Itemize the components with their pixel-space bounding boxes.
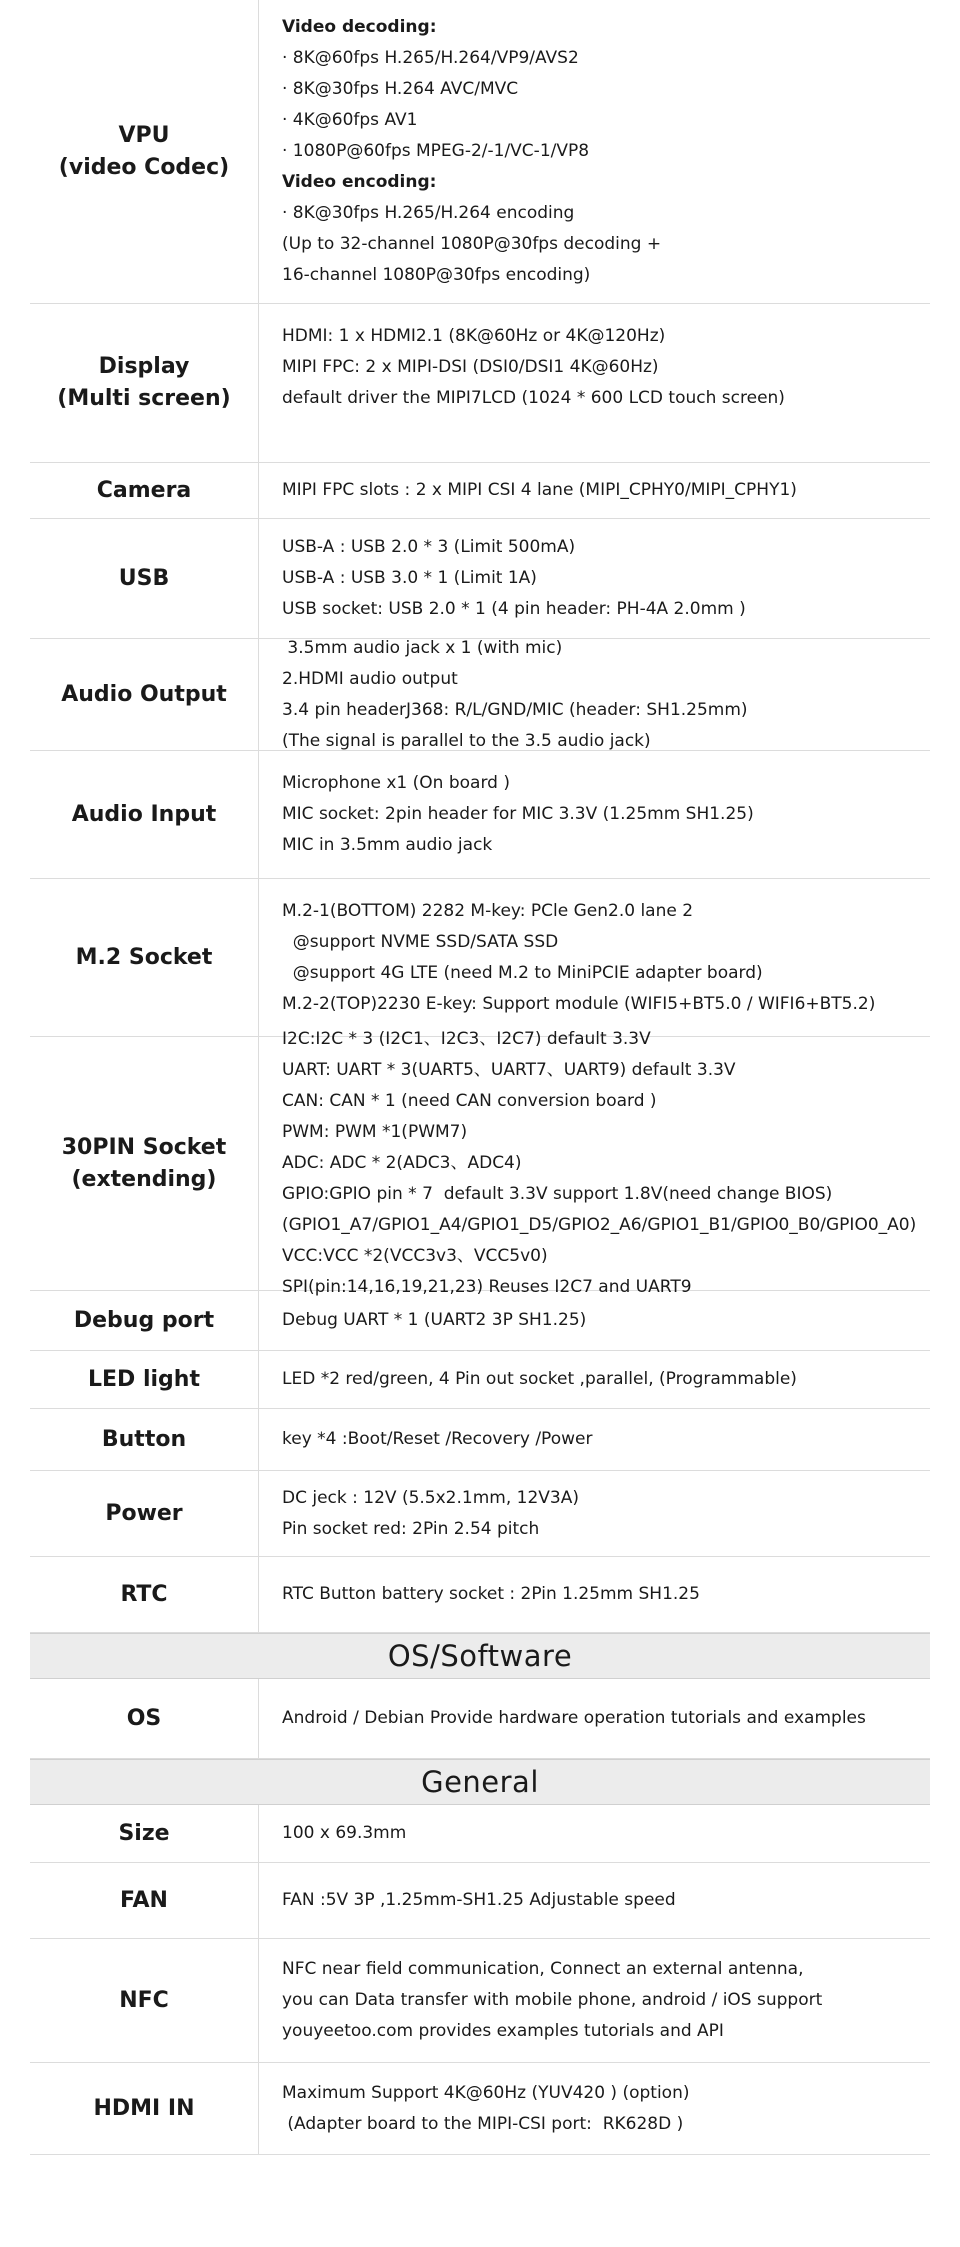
spec-value xyxy=(259,1805,930,1862)
spec-label: FAN xyxy=(0,1863,259,1938)
spec-value-line xyxy=(282,414,930,445)
spec-value-line: Pin socket red: 2Pin 2.54 pitch xyxy=(282,1518,540,1539)
spec-value-line: Maximum Support 4K@60Hz (YUV420 ) (option) xyxy=(282,2082,690,2103)
spec-label: VPU (video Codec) xyxy=(0,0,259,303)
spec-value xyxy=(259,1679,930,1758)
spec-value xyxy=(259,1029,930,1297)
spec-row xyxy=(30,2063,930,2155)
spec-value-line: youyeetoo.com provides examples tutorials and API xyxy=(282,2021,724,2041)
spec-value-line: USB socket: USB 2.0 * 1 (4 pin header: PH-4A 2.0mm ) xyxy=(282,599,746,619)
spec-value-line: UART: UART * 3(UART5、UART7、UART9) default 3.3V xyxy=(282,1060,736,1080)
os-spec-group xyxy=(0,1679,960,1759)
spec-value-line: GPIO:GPIO pin * 7 default 3.3V support 1.8V(need change BIOS) xyxy=(282,1184,833,1204)
spec-value xyxy=(259,1939,930,2062)
spec-value-line: · 8K@60fps H.265/H.264/VP9/AVS2 xyxy=(282,48,579,68)
spec-value-line: Microphone x1 (On board ) xyxy=(282,773,510,793)
spec-value xyxy=(259,1471,930,1556)
spec-value xyxy=(259,0,930,303)
spec-label: LED light xyxy=(0,1351,259,1408)
spec-value-line: 16-channel 1080P@30fps encoding) xyxy=(282,265,591,285)
spec-row xyxy=(30,639,930,751)
spec-label: USB xyxy=(0,519,259,638)
spec-row xyxy=(30,1805,930,1863)
spec-value-line: 2.HDMI audio output xyxy=(282,668,458,689)
spec-value-line: you can Data transfer with mobile phone, android / iOS support xyxy=(282,1990,823,2010)
spec-value-line: FAN :5V 3P ,1.25mm-SH1.25 Adjustable speed xyxy=(282,1890,676,1910)
spec-value-line: key *4 :Boot/Reset /Recovery /Power xyxy=(282,1429,593,1449)
spec-row xyxy=(30,1679,930,1759)
spec-value-line: · 8K@30fps H.264 AVC/MVC xyxy=(282,79,519,99)
spec-value-line: · 8K@30fps H.265/H.264 encoding xyxy=(282,203,575,223)
spec-label: RTC xyxy=(0,1557,259,1632)
spec-label: Button xyxy=(0,1409,259,1470)
spec-row xyxy=(30,463,930,519)
spec-value-line: RTC Button battery socket : 2Pin 1.25mm SH1.25 xyxy=(282,1584,700,1604)
spec-label: HDMI IN xyxy=(0,2063,259,2154)
spec-value-line: default driver the MIPI7LCD (1024 * 600 LCD touch screen) xyxy=(282,388,785,408)
spec-value xyxy=(259,639,930,750)
spec-value-line: (Adapter board to the MIPI-CSI port: RK628D ) xyxy=(282,2113,684,2134)
spec-value xyxy=(259,463,930,518)
spec-value-line: (Up to 32-channel 1080P@30fps decoding + xyxy=(282,234,662,254)
spec-value-line: PWM: PWM *1(PWM7) xyxy=(282,1122,468,1142)
spec-row xyxy=(30,1863,930,1939)
spec-row xyxy=(30,519,930,639)
spec-value xyxy=(259,751,930,878)
spec-value-line: Video decoding: xyxy=(282,17,437,37)
spec-value-line: MIPI FPC slots : 2 x MIPI CSI 4 lane (MIPI_CPHY0/MIPI_CPHY1) xyxy=(282,480,797,500)
spec-value-line: · 1080P@60fps MPEG-2/-1/VC-1/VP8 xyxy=(282,141,590,161)
spec-value xyxy=(259,1557,930,1632)
spec-row xyxy=(30,1291,930,1351)
spec-label: Power xyxy=(0,1471,259,1556)
spec-value xyxy=(259,879,930,1036)
spec-value-line: · 4K@60fps AV1 xyxy=(282,110,418,130)
spec-value xyxy=(259,519,930,638)
spec-value xyxy=(259,1409,930,1470)
spec-value-line: MIC in 3.5mm audio jack xyxy=(282,835,493,855)
spec-value xyxy=(259,1291,930,1350)
spec-row xyxy=(30,1471,930,1557)
spec-value-line: 3.5mm audio jack x 1 (with mic) xyxy=(282,637,563,658)
spec-value xyxy=(259,2063,930,2154)
spec-value-line: HDMI: 1 x HDMI2.1 (8K@60Hz or 4K@120Hz) xyxy=(282,326,666,346)
general-spec-group xyxy=(0,1805,960,2155)
spec-value-line: ADC: ADC * 2(ADC3、ADC4) xyxy=(282,1153,522,1173)
spec-value-line: @support 4G LTE (need M.2 to MiniPCIE adapter board) xyxy=(282,962,763,983)
spec-value-line: Android / Debian Provide hardware operation tutorials and examples xyxy=(282,1708,866,1728)
spec-value-line: LED *2 red/green, 4 Pin out socket ,parallel, (Programmable) xyxy=(282,1369,797,1389)
spec-label: Audio Output xyxy=(0,639,259,750)
spec-row xyxy=(30,304,930,463)
spec-label: Size xyxy=(0,1805,259,1862)
spec-value-line: USB-A : USB 3.0 * 1 (Limit 1A) xyxy=(282,568,537,588)
spec-value-line: I2C:I2C * 3 (I2C1、I2C3、I2C7) default 3.3V xyxy=(282,1029,651,1049)
spec-value-line: @support NVME SSD/SATA SSD xyxy=(282,931,559,952)
spec-value-line: M.2-2(TOP)2230 E-key: Support module (WIFI5+BT5.0 / WIFI6+BT5.2) xyxy=(282,993,876,1014)
spec-value-line: DC jeck : 12V (5.5x2.1mm, 12V3A) xyxy=(282,1487,579,1508)
spec-label: Audio Input xyxy=(0,751,259,878)
spec-row xyxy=(30,1409,930,1471)
section-header-os: OS/Software xyxy=(30,1633,930,1679)
spec-row xyxy=(30,0,930,304)
spec-value xyxy=(259,1863,930,1938)
spec-row xyxy=(30,1029,930,1297)
spec-row xyxy=(30,751,930,879)
spec-row xyxy=(30,1351,930,1409)
spec-label: 30PIN Socket (extending) xyxy=(0,1037,259,1290)
spec-value-line: SPI(pin:14,16,19,21,23) Reuses I2C7 and UART9 xyxy=(282,1277,692,1297)
spec-label: Debug port xyxy=(0,1291,259,1350)
spec-value-line: CAN: CAN * 1 (need CAN conversion board ) xyxy=(282,1091,657,1111)
spec-value-line: Debug UART * 1 (UART2 3P SH1.25) xyxy=(282,1310,587,1330)
spec-label: NFC xyxy=(0,1939,259,2062)
spec-value xyxy=(259,1351,930,1408)
spec-row xyxy=(30,1557,930,1633)
spec-label: OS xyxy=(0,1679,259,1758)
spec-value-line: VCC:VCC *2(VCC3v3、VCC5v0) xyxy=(282,1246,548,1266)
spec-row xyxy=(30,1939,930,2063)
spec-value-line: NFC near field communication, Connect an external antenna, xyxy=(282,1959,804,1979)
spec-value-line: (GPIO1_A7/GPIO1_A4/GPIO1_D5/GPIO2_A6/GPIO1_B1/GPIO0_B0/GPIO0_A0) xyxy=(282,1215,917,1235)
spec-value-line: MIPI FPC: 2 x MIPI-DSI (DSI0/DSI1 4K@60Hz) xyxy=(282,357,659,377)
spec-value-line: Video encoding: xyxy=(282,172,437,192)
spec-value-line: USB-A : USB 2.0 * 3 (Limit 500mA) xyxy=(282,537,576,557)
spec-value xyxy=(259,304,930,462)
spec-row xyxy=(30,879,930,1037)
spec-value-line: M.2-1(BOTTOM) 2282 M-key: PCle Gen2.0 lane 2 xyxy=(282,900,694,921)
spec-label: Camera xyxy=(0,463,259,518)
spec-label: Display (Multi screen) xyxy=(0,304,259,462)
spec-value-line: MIC socket: 2pin header for MIC 3.3V (1.25mm SH1.25) xyxy=(282,804,754,824)
spec-label: M.2 Socket xyxy=(0,879,259,1036)
spec-value-line: 100 x 69.3mm xyxy=(282,1823,407,1843)
section-header-general: General xyxy=(30,1759,930,1805)
spec-value-line: 3.4 pin headerJ368: R/L/GND/MIC (header: SH1.25mm) xyxy=(282,699,748,720)
spec-value-line: (The signal is parallel to the 3.5 audio jack) xyxy=(282,730,651,751)
